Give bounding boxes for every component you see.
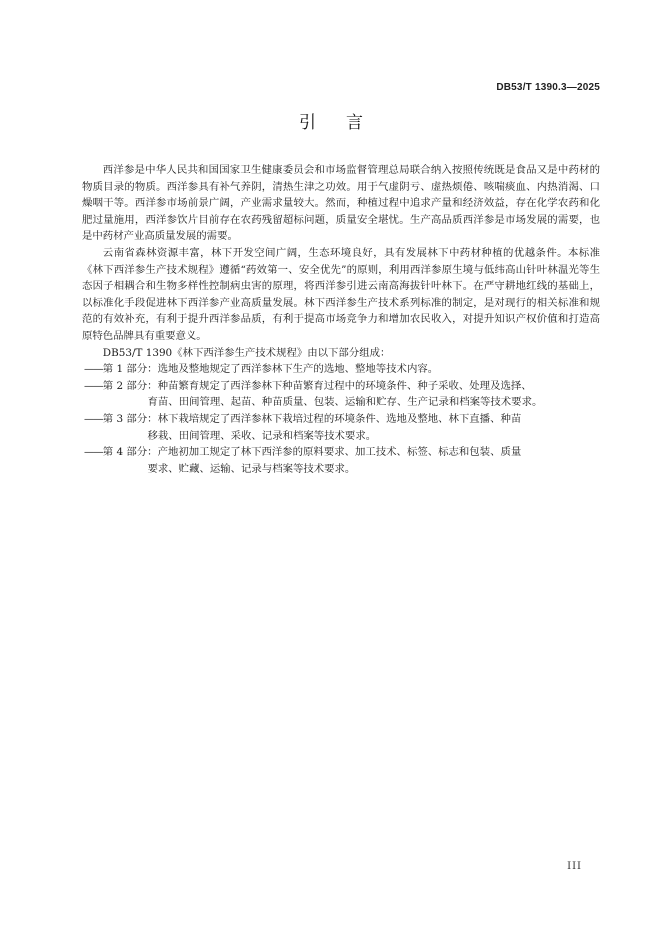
paragraph: DB53/T 1390《林下西洋参生产技术规程》由以下部分组成：	[102, 346, 391, 359]
list-item-part-2	[82, 378, 600, 411]
list-dash: ——	[84, 379, 103, 392]
paragraph: 云南省森林资源丰富，林下开发空间广阔，生态环境良好，具有发展林下中药材种植的优越条件。本标准《林下西洋参生产技术规程》遵循“药效第一、安全优先”的原则，利用西洋参原生境与低纬高山针叶林温光等生态因子相耦合和生物多样性控制病虫害的原理，将西洋参引进云南高海拔针叶林下。在严守耕地红线的基础上，以标准化手段促进林下西洋参产业高质量发展。林下西洋参生产技术系列标准的制定，是对现行的相关标准和规范的有效补充，有利于提升西洋参品质，有利于提高市场竞争力和增加农民收入，对提升知识产权价值和打造高原特色品牌具有重要意义。	[82, 246, 600, 342]
list-item-part-1	[82, 361, 600, 378]
page-number: III	[567, 861, 582, 872]
list-item-text-continued: 要求、贮藏、运输、记录与档案等技术要求。	[147, 462, 356, 475]
list-item-text: 第 4 部分：产地初加工规定了林下西洋参的原料要求、加工技术、标签、标志和包装、质量	[102, 446, 522, 459]
document-body	[82, 162, 600, 477]
page-title: 引言	[299, 113, 393, 133]
list-item-text: 第 2 部分：种苗繁育规定了西洋参林下种苗繁育过程中的环境条件、种子采收、处理及选择、	[102, 379, 532, 392]
list-item-part-3	[82, 411, 600, 444]
list-item-part-4	[82, 444, 600, 477]
list-dash: ——	[84, 412, 103, 425]
list-item-text-continued: 移栽、田间管理、采收、记录和档案等技术要求。	[147, 429, 377, 442]
list-dash: ——	[84, 446, 103, 459]
paragraph: 西洋参是中华人民共和国国家卫生健康委员会和市场监督管理总局联合纳入按照传统既是食品又是中药材的物质目录的物质。西洋参具有补气养阴，清热生津之功效。用于气虚阴亏、虚热烦倦、咳喘痰血、内热消渴、口燥咽干等。西洋参市场前景广阔，产业需求量较大。然而，种植过程中追求产量和经济效益，存在化学农药和化肥过量施用，西洋参饮片目前存在农药残留超标问题，质量安全堪忧。生产高品质西洋参是市场发展的需要，也是中药材产业高质量发展的需要。	[82, 164, 600, 243]
list-item-text-continued: 育苗、田间管理、起苗、种苗质量、包装、运输和贮存、生产记录和档案等技术要求。	[147, 396, 543, 409]
list-item-text: 第 1 部分：选地及整地规定了西洋参林下生产的选地、整地等技术内容。	[102, 363, 439, 376]
list-dash: ——	[84, 363, 103, 376]
document-code: DB53/T 1390.3—2025	[496, 82, 600, 93]
list-item-text: 第 3 部分：林下栽培规定了西洋参林下栽培过程的环境条件、选地及整地、林下直播、种苗	[102, 412, 522, 425]
